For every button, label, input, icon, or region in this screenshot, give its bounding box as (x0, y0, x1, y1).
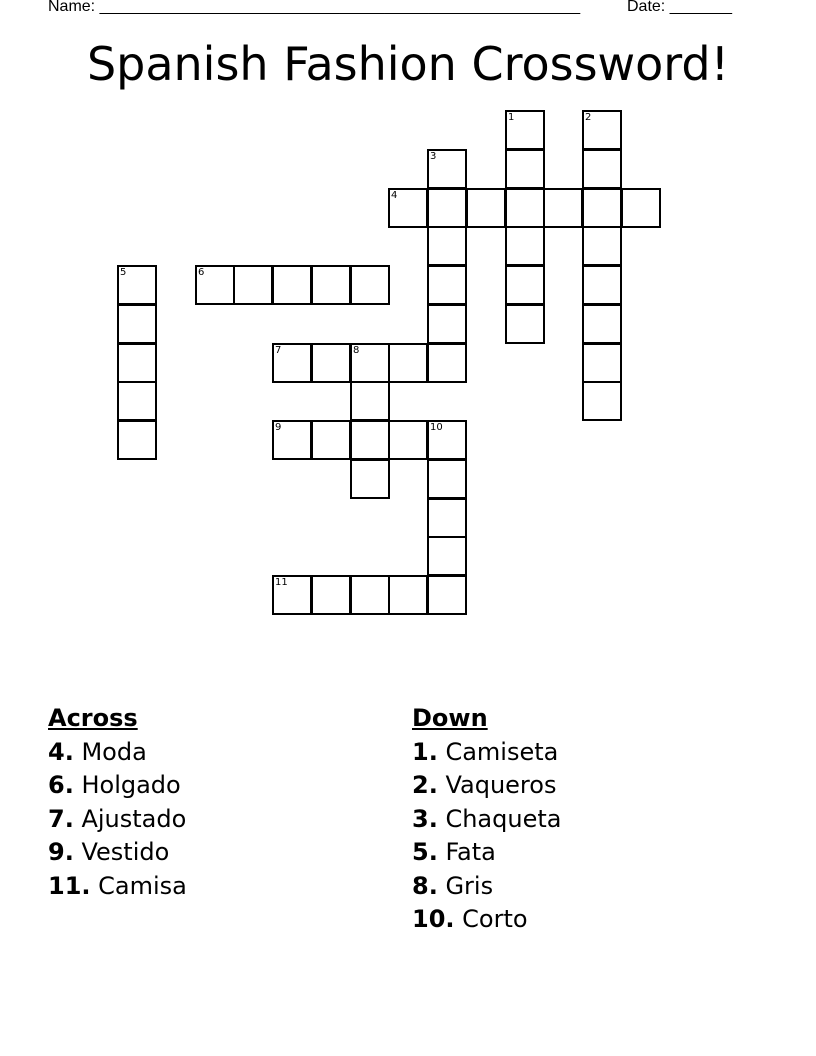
grid-cell[interactable] (621, 188, 661, 228)
grid-cell[interactable] (427, 265, 467, 305)
grid-cell[interactable] (505, 304, 545, 344)
grid-cell[interactable] (272, 575, 312, 615)
across-heading: Across (48, 704, 138, 732)
clue-text: Vaqueros (437, 771, 557, 799)
clue-text: Corto (454, 905, 528, 933)
grid-cell[interactable] (117, 381, 157, 421)
grid-cell[interactable] (272, 343, 312, 383)
grid-cell[interactable] (505, 226, 545, 266)
clue-number: 5 (120, 267, 127, 278)
down-clue (412, 836, 561, 870)
grid-cell[interactable] (505, 265, 545, 305)
grid-cell[interactable] (388, 343, 428, 383)
down-clue (412, 803, 561, 837)
across-clue (48, 769, 187, 803)
grid-cell[interactable] (272, 265, 312, 305)
clue-number: 10 (430, 422, 443, 433)
grid-cell[interactable] (427, 304, 467, 344)
grid-cell[interactable] (117, 265, 157, 305)
down-clue-list (412, 736, 561, 937)
grid-cell[interactable] (311, 265, 351, 305)
clue-text: Camiseta (437, 737, 559, 766)
grid-cell[interactable] (582, 188, 622, 228)
grid-cell[interactable] (311, 420, 351, 460)
grid-cell[interactable] (233, 265, 273, 305)
grid-cell[interactable] (350, 575, 390, 615)
grid-cell[interactable] (388, 188, 428, 228)
grid-cell[interactable] (117, 304, 157, 344)
grid-cell[interactable] (466, 188, 506, 228)
grid-cell[interactable] (582, 226, 622, 266)
clue-number: 5. (412, 838, 438, 866)
date-field-label: Date: _______ (627, 0, 732, 15)
across-clue (48, 736, 187, 770)
clue-number: 8 (353, 345, 360, 356)
grid-cell[interactable] (427, 226, 467, 266)
grid-cell[interactable] (117, 420, 157, 460)
grid-cell[interactable] (427, 575, 467, 615)
grid-cell[interactable] (350, 265, 390, 305)
grid-cell[interactable] (388, 575, 428, 615)
across-clue (48, 803, 187, 837)
across-clues (48, 702, 187, 903)
grid-cell[interactable] (582, 149, 622, 189)
grid-cell[interactable] (505, 188, 545, 228)
clue-number: 10. (412, 905, 455, 933)
grid-cell[interactable] (350, 381, 390, 421)
grid-cell[interactable] (427, 420, 467, 460)
grid-cell[interactable] (582, 343, 622, 383)
page-title: Spanish Fashion Crossword! (86, 37, 730, 91)
clue-text: Holgado (73, 771, 181, 799)
grid-cell[interactable] (311, 343, 351, 383)
clue-number: 6 (198, 267, 205, 278)
clue-number: 9 (275, 422, 282, 433)
clue-number: 1. (412, 737, 438, 766)
down-clue (412, 769, 561, 803)
clue-number: 11 (275, 577, 288, 588)
clue-number: 4 (391, 190, 398, 201)
grid-cell[interactable] (388, 420, 428, 460)
grid-cell[interactable] (582, 381, 622, 421)
clue-text: Moda (73, 737, 147, 766)
across-clue-list (48, 736, 187, 904)
clue-number: 2. (412, 771, 438, 799)
grid-cell[interactable] (272, 420, 312, 460)
down-clues (412, 702, 561, 937)
grid-cell[interactable] (350, 420, 390, 460)
down-clue (412, 903, 561, 937)
grid-cell[interactable] (427, 459, 467, 499)
grid-cell[interactable] (427, 188, 467, 228)
clue-number: 8. (412, 871, 438, 900)
down-heading: Down (412, 704, 488, 732)
clue-text: Chaqueta (437, 804, 562, 833)
down-clue (412, 736, 561, 770)
clue-number: 7. (48, 804, 74, 833)
clue-number: 4. (48, 737, 74, 766)
clue-number: 11. (48, 871, 91, 900)
grid-cell[interactable] (117, 343, 157, 383)
grid-cell[interactable] (195, 265, 235, 305)
clue-number: 2 (585, 112, 592, 123)
clue-text: Fata (437, 838, 496, 866)
clue-number: 1 (508, 112, 515, 123)
grid-cell[interactable] (505, 110, 545, 150)
grid-cell[interactable] (543, 188, 583, 228)
clue-text: Ajustado (73, 804, 187, 833)
grid-cell[interactable] (427, 149, 467, 189)
grid-cell[interactable] (311, 575, 351, 615)
grid-cell[interactable] (427, 498, 467, 538)
clue-text: Vestido (73, 838, 170, 866)
clue-number: 7 (275, 345, 282, 356)
clue-number: 9. (48, 838, 74, 866)
clue-number: 3 (430, 151, 437, 162)
grid-cell[interactable] (505, 149, 545, 189)
clue-text: Camisa (90, 871, 187, 900)
grid-cell[interactable] (350, 459, 390, 499)
clue-number: 3. (412, 804, 438, 833)
across-clue (48, 870, 187, 904)
clue-number: 6. (48, 771, 74, 799)
grid-cell[interactable] (427, 536, 467, 576)
grid-cell[interactable] (582, 265, 622, 305)
grid-cell[interactable] (350, 343, 390, 383)
across-clue (48, 836, 187, 870)
grid-cell[interactable] (582, 110, 622, 150)
grid-cell[interactable] (427, 343, 467, 383)
clue-text: Gris (437, 871, 494, 900)
grid-cell[interactable] (582, 304, 622, 344)
down-clue (412, 870, 561, 904)
name-field-label: Name: ______________________________________________________ (48, 0, 581, 15)
